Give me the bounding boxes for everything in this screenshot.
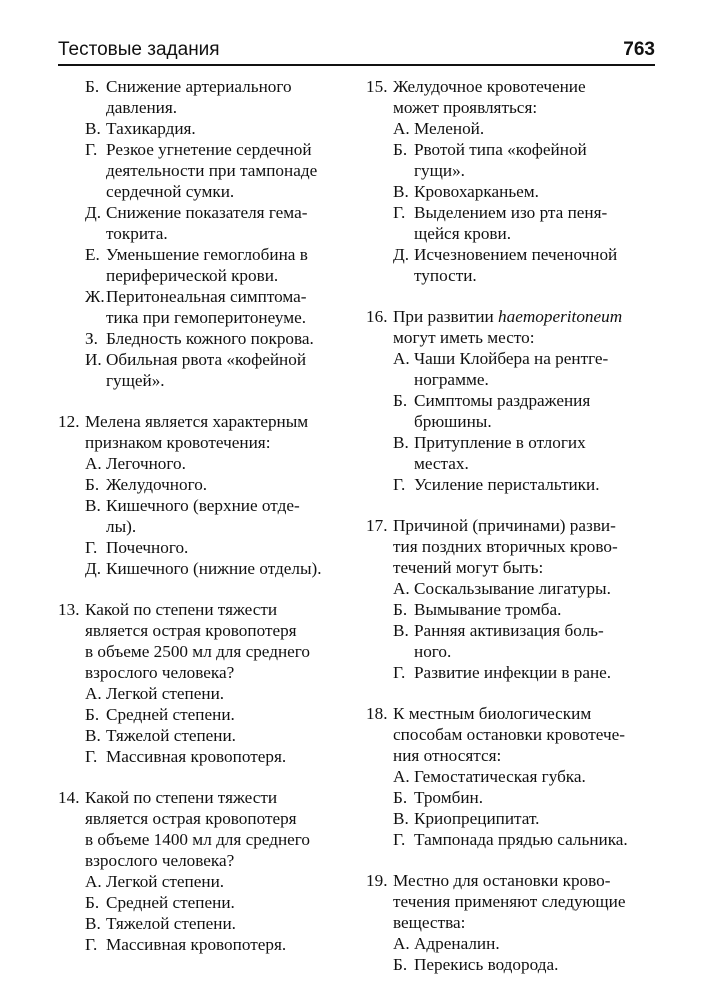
option-text bbox=[106, 244, 353, 286]
option-text-line: Исчезновением печеночной bbox=[414, 245, 618, 264]
question-19 bbox=[366, 870, 664, 975]
option-text bbox=[414, 202, 664, 244]
answer-option bbox=[58, 118, 353, 139]
answer-option bbox=[58, 76, 353, 118]
option-letter: Г. bbox=[393, 203, 406, 222]
question-text-line: способам остановки кровотече- bbox=[393, 725, 625, 744]
option-text bbox=[106, 474, 353, 495]
option-letter: Е. bbox=[85, 245, 100, 264]
option-text-line: лы). bbox=[106, 517, 137, 536]
question-13 bbox=[58, 599, 353, 767]
question-stem bbox=[366, 870, 664, 933]
option-text bbox=[414, 662, 664, 683]
option-text bbox=[414, 766, 664, 787]
option-letter: А. bbox=[85, 872, 102, 891]
question-stem bbox=[366, 76, 664, 118]
question-text-line: Желудочное кровотечение bbox=[393, 77, 586, 96]
option-text-line: нограмме. bbox=[414, 370, 489, 389]
option-text bbox=[414, 954, 664, 975]
question-text-pre: При развитии bbox=[393, 307, 499, 326]
option-letter: В. bbox=[393, 182, 409, 201]
option-letter: Г. bbox=[85, 140, 98, 159]
question-text-line: является острая кровопотеря bbox=[85, 809, 297, 828]
question-text-line: взрослого человека? bbox=[85, 851, 235, 870]
answer-option bbox=[366, 578, 664, 599]
question-text-line: Какой по степени тяжести bbox=[85, 788, 278, 807]
option-letter: Г. bbox=[393, 475, 406, 494]
question-text-line: в объеме 1400 мл для среднего bbox=[85, 830, 310, 849]
option-letter: Б. bbox=[85, 705, 100, 724]
option-letter: Б. bbox=[85, 475, 100, 494]
question-text-line: взрослого человека? bbox=[85, 663, 235, 682]
option-text-line: Ранняя активизация боль- bbox=[414, 621, 604, 640]
question-text bbox=[393, 76, 664, 118]
option-text bbox=[106, 349, 353, 391]
option-letter: А. bbox=[393, 934, 410, 953]
option-text-line: Легочного. bbox=[106, 454, 186, 473]
latin-term: haemoperitoneum bbox=[498, 307, 623, 326]
option-text-line: давления. bbox=[106, 98, 178, 117]
option-text bbox=[106, 683, 353, 704]
option-text bbox=[106, 704, 353, 725]
question-text bbox=[393, 870, 664, 933]
question-text-line: К местным биологическим bbox=[393, 704, 592, 723]
option-letter: А. bbox=[393, 349, 410, 368]
option-text bbox=[106, 558, 353, 579]
option-letter: Ж. bbox=[85, 287, 105, 306]
option-text bbox=[106, 118, 353, 139]
question-number: 16. bbox=[366, 307, 388, 326]
option-text bbox=[106, 871, 353, 892]
option-text bbox=[414, 620, 664, 662]
option-text-line: тупости. bbox=[414, 266, 477, 285]
option-letter: В. bbox=[393, 809, 409, 828]
option-letter: А. bbox=[393, 579, 410, 598]
option-text bbox=[106, 453, 353, 474]
answer-option bbox=[366, 620, 664, 662]
question-stem bbox=[366, 515, 664, 578]
option-text-line: гущей». bbox=[106, 371, 165, 390]
option-text-line: Кровохарканьем. bbox=[414, 182, 539, 201]
option-text-line: Симптомы раздражения bbox=[414, 391, 591, 410]
question-text-line: в объеме 2500 мл для среднего bbox=[85, 642, 310, 661]
page-number: 763 bbox=[623, 39, 655, 60]
answer-option bbox=[58, 725, 353, 746]
question-text bbox=[85, 411, 353, 453]
option-letter: А. bbox=[85, 684, 102, 703]
answer-option bbox=[58, 892, 353, 913]
option-text-line: Снижение артериального bbox=[106, 77, 292, 96]
option-text-line: Гемостатическая губка. bbox=[414, 767, 586, 786]
option-text bbox=[106, 76, 353, 118]
question-text-line: Причиной (причинами) разви- bbox=[393, 516, 616, 535]
option-text bbox=[106, 537, 353, 558]
option-letter: Б. bbox=[393, 788, 408, 807]
running-header bbox=[58, 34, 655, 66]
answer-option bbox=[366, 139, 664, 181]
question-14 bbox=[58, 787, 353, 955]
option-text-line: Перекись водорода. bbox=[414, 955, 559, 974]
option-letter: Б. bbox=[85, 77, 100, 96]
option-text-line: Средней степени. bbox=[106, 705, 235, 724]
option-text bbox=[414, 578, 664, 599]
question-text-line: течений могут быть: bbox=[393, 558, 544, 577]
answer-option bbox=[58, 244, 353, 286]
option-text-line: Легкой степени. bbox=[106, 872, 225, 891]
running-title: Тестовые задания bbox=[58, 39, 220, 60]
question-text-line: течения применяют следующие bbox=[393, 892, 626, 911]
answer-option bbox=[366, 954, 664, 975]
option-letter: Г. bbox=[393, 830, 406, 849]
option-text-line: щейся крови. bbox=[414, 224, 512, 243]
answer-option bbox=[58, 537, 353, 558]
option-text bbox=[414, 244, 664, 286]
option-text-line: Резкое угнетение сердечной bbox=[106, 140, 312, 159]
question-stem bbox=[58, 599, 353, 683]
answer-option bbox=[366, 202, 664, 244]
option-text bbox=[106, 934, 353, 955]
answer-option bbox=[58, 328, 353, 349]
option-letter: Г. bbox=[85, 935, 98, 954]
option-text-line: Кишечного (нижние отделы). bbox=[106, 559, 322, 578]
option-text-line: Почечного. bbox=[106, 538, 189, 557]
option-text-line: Чаши Клойбера на рентге- bbox=[414, 349, 609, 368]
option-text bbox=[414, 829, 664, 850]
answer-option bbox=[366, 390, 664, 432]
option-text bbox=[414, 933, 664, 954]
option-text bbox=[106, 139, 353, 202]
option-letter: А. bbox=[393, 767, 410, 786]
option-letter: И. bbox=[85, 350, 102, 369]
option-letter: Б. bbox=[393, 140, 408, 159]
question-text-line: является острая кровопотеря bbox=[85, 621, 297, 640]
question-text-line: может проявляться: bbox=[393, 98, 538, 117]
question-18 bbox=[366, 703, 664, 850]
option-text-line: деятельности при тампонаде bbox=[106, 161, 318, 180]
answer-option bbox=[366, 181, 664, 202]
option-text-line: Тромбин. bbox=[414, 788, 484, 807]
answer-option bbox=[366, 118, 664, 139]
option-text bbox=[414, 118, 664, 139]
option-text-line: Перитонеальная симптома- bbox=[106, 287, 307, 306]
option-text-line: Усиление перистальтики. bbox=[414, 475, 600, 494]
option-text-line: Желудочного. bbox=[106, 475, 208, 494]
question-text bbox=[85, 599, 353, 683]
option-text-line: Тахикардия. bbox=[106, 119, 196, 138]
option-letter: В. bbox=[393, 433, 409, 452]
option-letter: Г. bbox=[85, 747, 98, 766]
option-text-line: токрита. bbox=[106, 224, 168, 243]
answer-option bbox=[366, 933, 664, 954]
question-text-line: Местно для остановки крово- bbox=[393, 871, 611, 890]
option-text-line: тика при гемоперитонеуме. bbox=[106, 308, 306, 327]
answer-option bbox=[58, 474, 353, 495]
option-text bbox=[106, 495, 353, 537]
option-text bbox=[414, 787, 664, 808]
option-letter: Б. bbox=[393, 391, 408, 410]
option-text bbox=[414, 599, 664, 620]
question-text bbox=[393, 703, 664, 766]
option-letter: А. bbox=[85, 454, 102, 473]
option-text-line: Кишечного (верхние отде- bbox=[106, 496, 300, 515]
option-letter: Б. bbox=[393, 955, 408, 974]
answer-option bbox=[366, 599, 664, 620]
answer-option bbox=[366, 808, 664, 829]
answer-option bbox=[58, 934, 353, 955]
option-text-line: Массивная кровопотеря. bbox=[106, 747, 287, 766]
option-letter: Д. bbox=[85, 559, 102, 578]
answer-option bbox=[58, 746, 353, 767]
option-text-line: периферической крови. bbox=[106, 266, 279, 285]
option-text-line: Средней степени. bbox=[106, 893, 235, 912]
options bbox=[366, 348, 664, 495]
option-text-line: ного. bbox=[414, 642, 452, 661]
question-number: 12. bbox=[58, 412, 80, 431]
question-text-line: тия поздних вторичных крово- bbox=[393, 537, 618, 556]
question-11-continued bbox=[58, 76, 353, 391]
answer-option bbox=[58, 683, 353, 704]
option-text-line: местах. bbox=[414, 454, 469, 473]
answer-option bbox=[58, 704, 353, 725]
question-text bbox=[393, 306, 664, 348]
question-text bbox=[85, 787, 353, 871]
question-number: 13. bbox=[58, 600, 80, 619]
option-letter: В. bbox=[85, 914, 101, 933]
option-text-line: Меленой. bbox=[414, 119, 485, 138]
answer-option bbox=[366, 432, 664, 474]
question-number: 15. bbox=[366, 77, 388, 96]
question-text-line: Какой по степени тяжести bbox=[85, 600, 278, 619]
option-letter: В. bbox=[85, 496, 101, 515]
option-text bbox=[414, 181, 664, 202]
option-text-line: Снижение показателя гема- bbox=[106, 203, 308, 222]
option-text-line: Притупление в отлогих bbox=[414, 433, 586, 452]
answer-option bbox=[366, 662, 664, 683]
option-text bbox=[414, 432, 664, 474]
question-15 bbox=[366, 76, 664, 286]
question-17 bbox=[366, 515, 664, 683]
option-text-line: Соскальзывание лигатуры. bbox=[414, 579, 611, 598]
option-letter: В. bbox=[393, 621, 409, 640]
option-letter: Б. bbox=[393, 600, 408, 619]
question-text bbox=[393, 515, 664, 578]
option-text-line: Тяжелой степени. bbox=[106, 914, 236, 933]
answer-option bbox=[58, 558, 353, 579]
answer-option bbox=[58, 139, 353, 202]
option-text bbox=[106, 286, 353, 328]
question-text-line: ния относятся: bbox=[393, 746, 502, 765]
question-number: 14. bbox=[58, 788, 80, 807]
question-number: 17. bbox=[366, 516, 388, 535]
question-text-line: вещества: bbox=[393, 913, 466, 932]
answer-option bbox=[366, 244, 664, 286]
option-text bbox=[106, 328, 353, 349]
answer-option bbox=[366, 348, 664, 390]
option-text bbox=[106, 202, 353, 244]
option-text-line: гущи». bbox=[414, 161, 465, 180]
option-text bbox=[106, 892, 353, 913]
answer-option bbox=[58, 913, 353, 934]
option-letter: А. bbox=[393, 119, 410, 138]
option-text bbox=[106, 913, 353, 934]
question-16 bbox=[366, 306, 664, 495]
option-letter: В. bbox=[85, 119, 101, 138]
question-number: 18. bbox=[366, 704, 388, 723]
option-text-line: Тампонада прядью сальника. bbox=[414, 830, 628, 849]
option-text-line: Адреналин. bbox=[414, 934, 500, 953]
option-text-line: Обильная рвота «кофейной bbox=[106, 350, 307, 369]
option-text-line: Уменьшение гемоглобина в bbox=[106, 245, 308, 264]
answer-option bbox=[366, 787, 664, 808]
option-text bbox=[414, 390, 664, 432]
question-stem bbox=[58, 411, 353, 453]
option-text-line: Рвотой типа «кофейной bbox=[414, 140, 587, 159]
answer-option bbox=[58, 495, 353, 537]
option-letter: Б. bbox=[85, 893, 100, 912]
question-text-line: могут иметь место: bbox=[393, 328, 535, 347]
option-letter: Д. bbox=[85, 203, 102, 222]
option-text-line: Массивная кровопотеря. bbox=[106, 935, 287, 954]
question-text-line: Мелена является характерным bbox=[85, 412, 309, 431]
option-text-line: Выделением изо рта пеня- bbox=[414, 203, 608, 222]
right-column bbox=[366, 76, 664, 995]
option-text-line: Тяжелой степени. bbox=[106, 726, 236, 745]
option-text-line: сердечной сумки. bbox=[106, 182, 235, 201]
option-letter: З. bbox=[85, 329, 98, 348]
option-text bbox=[106, 725, 353, 746]
option-text bbox=[414, 348, 664, 390]
answer-option bbox=[366, 766, 664, 787]
option-text-line: Развитие инфекции в ране. bbox=[414, 663, 612, 682]
answer-option bbox=[58, 286, 353, 328]
answer-option bbox=[366, 829, 664, 850]
option-letter: Г. bbox=[85, 538, 98, 557]
option-text-line: Бледность кожного покрова. bbox=[106, 329, 314, 348]
answer-option bbox=[58, 453, 353, 474]
answer-option bbox=[58, 349, 353, 391]
option-text bbox=[414, 139, 664, 181]
question-12 bbox=[58, 411, 353, 579]
option-text-line: Легкой степени. bbox=[106, 684, 225, 703]
option-text-line: брюшины. bbox=[414, 412, 492, 431]
left-column bbox=[58, 76, 353, 975]
option-letter: В. bbox=[85, 726, 101, 745]
option-text-line: Вымывание тромба. bbox=[414, 600, 562, 619]
question-stem bbox=[366, 703, 664, 766]
answer-option bbox=[58, 871, 353, 892]
option-text bbox=[414, 474, 664, 495]
option-letter: Д. bbox=[393, 245, 410, 264]
question-number: 19. bbox=[366, 871, 388, 890]
option-text-line: Криопреципитат. bbox=[414, 809, 540, 828]
question-text-line: признаком кровотечения: bbox=[85, 433, 271, 452]
question-stem bbox=[366, 306, 664, 348]
option-text bbox=[414, 808, 664, 829]
option-letter: Г. bbox=[393, 663, 406, 682]
answer-option bbox=[58, 202, 353, 244]
option-text bbox=[106, 746, 353, 767]
question-stem bbox=[58, 787, 353, 871]
answer-option bbox=[366, 474, 664, 495]
